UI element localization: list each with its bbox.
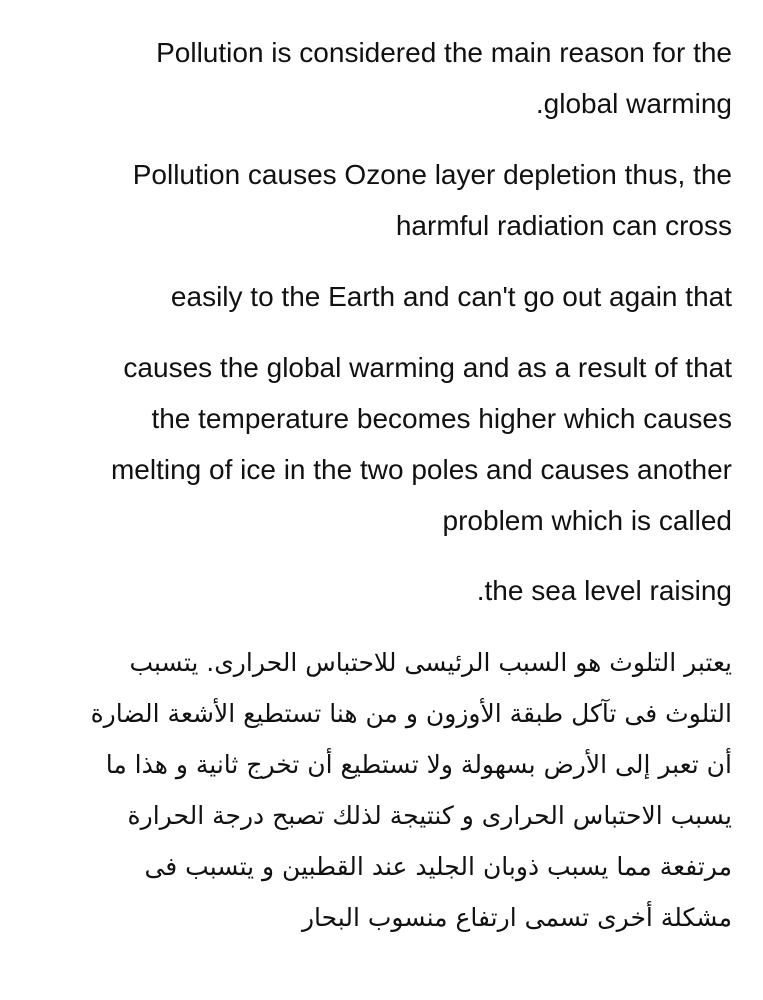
arabic-text-line: التلوث فى تآكل طبقة الأوزون و من هنا تستطيع الأشعة الضارة xyxy=(90,699,732,728)
arabic-text-line: مرتفعة مما يسبب ذوبان الجليد عند القطبين و يتسبب فى xyxy=(144,852,732,881)
arabic-text-line: يعتبر التلوث هو السبب الرئيسى للاحتباس الحرارى. يتسبب xyxy=(129,648,732,677)
arabic-text-line: أن تعبر إلى الأرض بسهولة ولا تستطيع أن تخرج ثانية و هذا ما xyxy=(105,750,732,779)
english-paragraph-5 xyxy=(477,565,732,616)
text-line: melting of ice in the two poles and causes another xyxy=(110,454,732,485)
english-paragraph-4 xyxy=(111,342,732,546)
text-line: global warming. xyxy=(535,88,732,119)
text-line: Pollution is considered the main reason for the xyxy=(156,37,732,68)
text-line: harmful radiation can cross xyxy=(395,210,732,241)
arabic-text-line: مشكلة أخرى تسمى ارتفاع منسوب البحار xyxy=(301,903,732,932)
text-line: the sea level raising. xyxy=(476,575,732,606)
text-line: easily to the Earth and can't go out again that xyxy=(170,281,732,312)
arabic-text-line: يسبب الاحتباس الحرارى و كنتيجة لذلك تصبح درجة الحرارة xyxy=(127,801,732,830)
english-paragraph-2 xyxy=(133,149,732,251)
text-line: the temperature becomes higher which causes xyxy=(151,403,732,434)
text-line: causes the global warming and as a result of that xyxy=(123,352,732,383)
english-paragraph-1 xyxy=(156,27,732,129)
text-line: Pollution causes Ozone layer depletion thus, the xyxy=(132,159,732,190)
english-paragraph-3 xyxy=(171,271,732,322)
arabic-paragraph xyxy=(91,637,732,943)
text-line: problem which is called xyxy=(442,505,732,536)
